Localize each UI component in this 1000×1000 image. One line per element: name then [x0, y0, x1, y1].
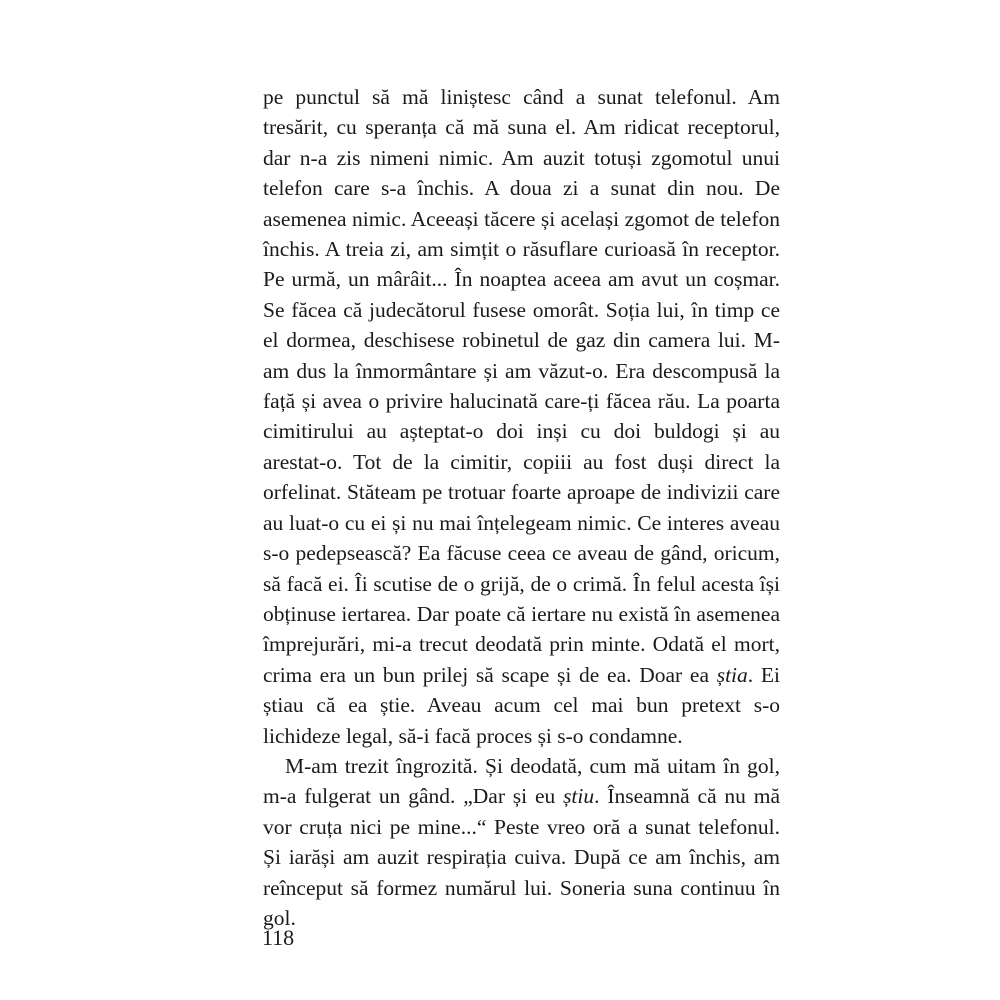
text-run: pe punctul să mă liniștesc când a sunat telefonul. Am tresărit, cu speranța că mă suna el. Am ridicat receptorul, dar n-a zis nimeni nimic. Am auzit totuși zgomotul unui telefon care s-a închis. A doua zi a sunat din nou. De asemenea nimic. Aceeași tăcere și același zgomot de telefon închis. A treia zi, am simțit o răsuflare curioasă în receptor. Pe urmă, un mârâit... În noaptea aceea am avut un coșmar. Se făcea că judecătorul fusese omorât. Soția lui, în timp ce el dormea, deschisese robinetul de gaz din camera lui. M-am dus la înmormântare și am văzut-o. Era descompusă la față și avea o privire halucinată care-ți făcea rău. La poarta cimitirului au așteptat-o doi inși cu doi buldogi și au arestat-o. Tot de la cimitir, copiii au fost duși direct la orfelinat. Stăteam pe trotuar foarte aproape de indivizii care au luat-o cu ei și nu mai înțelegeam nimic. Ce interes aveau s-o pedepsească? Ea făcuse ceea ce aveau de gând, oricum, să facă ei. Îi scutise de o grijă, de o crimă. În felul acesta își obținuse iertarea. Dar poate că iertare nu există în asemenea împrejurări, mi-a trecut deodată prin minte. Odată el mort, crima era un bun prilej să scape și de ea. Doar ea	[263, 85, 780, 687]
italic-emphasis: știa	[716, 662, 748, 687]
italic-emphasis: știu	[563, 784, 595, 809]
text-run: M-am trezit îngrozită. Și deodată, cum mă uitam în gol, m-a fulgerat un gând. „Dar și eu	[263, 753, 780, 809]
text-run: . Înseamnă că nu mă vor cruța nici pe mine...“ Peste vreo oră a sunat telefonul. Și iarăși am auzit respirația cuiva. După ce am închis, am reînceput să formez numărul lui. Soneria suna continuu în gol.	[263, 784, 781, 930]
body-text	[263, 82, 780, 933]
page-number: 118	[262, 925, 295, 950]
paragraph-1	[263, 82, 780, 751]
text-run: . Ei știau că ea știe. Aveau acum cel mai bun pretext s-o lichideze legal, să-i facă proces și s-o condamne.	[263, 662, 780, 748]
paragraph-2	[263, 751, 780, 933]
